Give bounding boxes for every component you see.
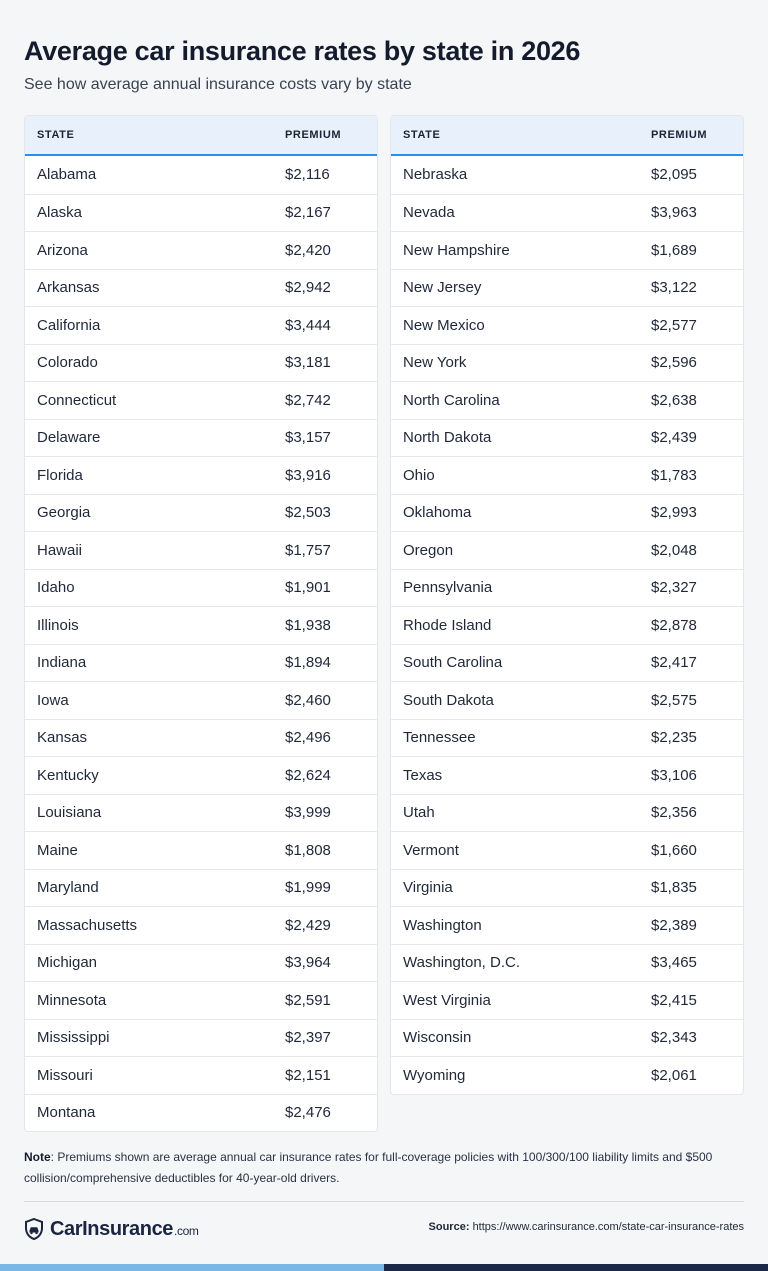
table-row	[391, 269, 743, 307]
table-row	[391, 381, 743, 419]
premium-cell: $2,878	[651, 616, 697, 634]
state-cell: North Carolina	[403, 391, 500, 409]
premium-cell: $2,624	[285, 766, 331, 784]
table-row	[391, 719, 743, 757]
premium-cell: $2,476	[285, 1104, 331, 1122]
premium-cell: $3,964	[285, 954, 331, 972]
column-header-premium: PREMIUM	[651, 129, 708, 141]
premium-cell: $2,742	[285, 391, 331, 409]
premium-cell: $2,327	[651, 579, 697, 597]
state-cell: Oregon	[403, 541, 454, 559]
state-cell: Iowa	[37, 691, 69, 709]
premium-cell: $2,389	[651, 916, 697, 934]
table-row	[391, 194, 743, 232]
table-row	[391, 156, 743, 194]
state-cell: Montana	[37, 1104, 96, 1122]
state-cell: Oklahoma	[403, 504, 472, 522]
column-header-state: STATE	[403, 129, 441, 141]
table-row	[391, 231, 743, 269]
table-row	[25, 531, 377, 569]
table-row	[391, 794, 743, 832]
column-header-premium: PREMIUM	[285, 129, 342, 141]
source-label: Source:	[428, 1221, 470, 1233]
footer-bar-dark	[384, 1264, 768, 1271]
state-cell: Kansas	[37, 729, 88, 747]
state-cell: Missouri	[37, 1066, 93, 1084]
state-cell: Wyoming	[403, 1066, 466, 1084]
premium-cell: $1,894	[285, 654, 331, 672]
premium-cell: $1,757	[285, 541, 331, 559]
table-row	[25, 194, 377, 232]
table-row	[25, 644, 377, 682]
table-row	[25, 1056, 377, 1094]
table-row	[25, 156, 377, 194]
state-cell: Massachusetts	[37, 916, 138, 934]
state-cell: New Hampshire	[403, 241, 510, 259]
state-cell: Hawaii	[37, 541, 83, 559]
logo-wordmark: CarInsurance.com	[50, 1217, 199, 1240]
table-row	[391, 944, 743, 982]
table-row	[25, 869, 377, 907]
state-cell: Florida	[37, 466, 83, 484]
table-row	[391, 456, 743, 494]
state-cell: Pennsylvania	[403, 579, 493, 597]
premium-cell: $1,938	[285, 616, 331, 634]
table-row	[25, 456, 377, 494]
footer-bar-light	[0, 1264, 384, 1271]
state-cell: Mississippi	[37, 1029, 110, 1047]
table-row	[391, 906, 743, 944]
table-row	[391, 981, 743, 1019]
state-cell: Virginia	[403, 879, 453, 897]
state-cell: Kentucky	[37, 766, 99, 784]
state-cell: Texas	[403, 766, 443, 784]
state-cell: Ohio	[403, 466, 435, 484]
premium-cell: $2,417	[651, 654, 697, 672]
table-row	[25, 831, 377, 869]
table-body	[391, 156, 743, 1094]
table-row	[25, 794, 377, 832]
rates-table-left	[24, 115, 378, 1132]
premium-cell: $3,999	[285, 804, 331, 822]
rates-table-right	[390, 115, 744, 1095]
table-row	[391, 419, 743, 457]
state-cell: Delaware	[37, 429, 101, 447]
table-row	[25, 981, 377, 1019]
table-row	[391, 831, 743, 869]
state-cell: Illinois	[37, 616, 79, 634]
column-header-state: STATE	[37, 129, 75, 141]
premium-cell: $1,808	[285, 841, 331, 859]
shield-car-icon	[24, 1218, 44, 1240]
footer-divider	[24, 1201, 744, 1202]
table-row	[391, 494, 743, 532]
state-cell: Wisconsin	[403, 1029, 472, 1047]
premium-cell: $2,235	[651, 729, 697, 747]
state-cell: Idaho	[37, 579, 75, 597]
premium-cell: $1,689	[651, 241, 697, 259]
table-row	[391, 344, 743, 382]
premium-cell: $2,993	[651, 504, 697, 522]
state-cell: North Dakota	[403, 429, 492, 447]
table-row	[25, 1094, 377, 1132]
state-cell: New Jersey	[403, 279, 482, 297]
state-cell: Connecticut	[37, 391, 117, 409]
state-cell: Michigan	[37, 954, 98, 972]
table-row	[391, 644, 743, 682]
source-citation	[429, 1221, 744, 1233]
table-header	[25, 116, 377, 156]
state-cell: California	[37, 316, 101, 334]
state-cell: South Carolina	[403, 654, 503, 672]
page-subtitle: See how average annual insurance costs vary by state	[24, 76, 412, 93]
state-cell: Minnesota	[37, 991, 107, 1009]
page-title: Average car insurance rates by state in 2026	[24, 36, 581, 66]
state-cell: New Mexico	[403, 316, 485, 334]
premium-cell: $2,048	[651, 541, 697, 559]
brand-logo	[24, 1216, 198, 1242]
premium-cell: $3,963	[651, 204, 697, 222]
state-cell: Alabama	[37, 166, 97, 184]
premium-cell: $2,116	[285, 166, 330, 184]
state-cell: Arizona	[37, 241, 88, 259]
table-row	[25, 681, 377, 719]
premium-cell: $2,429	[285, 916, 331, 934]
premium-cell: $2,167	[285, 204, 331, 222]
table-row	[391, 869, 743, 907]
table-row	[391, 1056, 743, 1094]
table-row	[25, 906, 377, 944]
table-row	[391, 569, 743, 607]
note-label: Note	[24, 1150, 51, 1164]
table-row	[391, 1019, 743, 1057]
table-row	[25, 419, 377, 457]
state-cell: West Virginia	[403, 991, 491, 1009]
table-row	[25, 381, 377, 419]
premium-cell: $2,397	[285, 1029, 331, 1047]
premium-cell: $3,157	[285, 429, 331, 447]
state-cell: Washington, D.C.	[403, 954, 520, 972]
state-cell: Washington	[403, 916, 482, 934]
premium-cell: $1,901	[285, 579, 331, 597]
table-row	[25, 569, 377, 607]
table-row	[391, 531, 743, 569]
premium-cell: $2,420	[285, 241, 331, 259]
state-cell: New York	[403, 354, 467, 372]
premium-cell: $2,439	[651, 429, 697, 447]
state-cell: Rhode Island	[403, 616, 492, 634]
premium-cell: $3,916	[285, 466, 331, 484]
premium-cell: $2,496	[285, 729, 331, 747]
premium-cell: $2,356	[651, 804, 697, 822]
state-cell: Georgia	[37, 504, 91, 522]
premium-cell: $2,460	[285, 691, 331, 709]
premium-cell: $2,575	[651, 691, 697, 709]
premium-cell: $1,835	[651, 879, 697, 897]
premium-cell: $2,343	[651, 1029, 697, 1047]
premium-cell: $1,660	[651, 841, 697, 859]
table-row	[391, 756, 743, 794]
state-cell: Arkansas	[37, 279, 100, 297]
premium-cell: $2,151	[285, 1066, 331, 1084]
state-cell: Alaska	[37, 204, 83, 222]
premium-cell: $1,999	[285, 879, 331, 897]
premium-cell: $3,106	[651, 766, 697, 784]
premium-cell: $2,577	[651, 316, 697, 334]
state-cell: Maryland	[37, 879, 99, 897]
table-row	[25, 494, 377, 532]
source-url[interactable]: https://www.carinsurance.com/state-car-insurance-rates	[472, 1221, 744, 1233]
table-header	[391, 116, 743, 156]
table-row	[25, 756, 377, 794]
table-row	[25, 269, 377, 307]
premium-cell: $2,596	[651, 354, 697, 372]
state-cell: Vermont	[403, 841, 459, 859]
table-row	[391, 606, 743, 644]
state-cell: South Dakota	[403, 691, 494, 709]
footnote	[24, 1147, 746, 1189]
state-cell: Nebraska	[403, 166, 468, 184]
table-row	[391, 681, 743, 719]
note-text: : Premiums shown are average annual car insurance rates for full-coverage policies with 100/300/100 liability limits and $500 collision/comprehensive deductibles for 40-year-old drivers.	[24, 1150, 713, 1185]
premium-cell: $1,783	[651, 466, 697, 484]
state-cell: Colorado	[37, 354, 98, 372]
premium-cell: $2,638	[651, 391, 697, 409]
state-cell: Nevada	[403, 204, 455, 222]
state-cell: Utah	[403, 804, 435, 822]
premium-cell: $3,181	[285, 354, 331, 372]
premium-cell: $3,465	[651, 954, 697, 972]
premium-cell: $2,591	[285, 991, 331, 1009]
table-row	[391, 306, 743, 344]
table-row	[25, 1019, 377, 1057]
state-cell: Louisiana	[37, 804, 102, 822]
premium-cell: $3,444	[285, 316, 331, 334]
state-cell: Tennessee	[403, 729, 476, 747]
table-row	[25, 306, 377, 344]
table-row	[25, 231, 377, 269]
premium-cell: $2,095	[651, 166, 697, 184]
table-row	[25, 944, 377, 982]
table-row	[25, 606, 377, 644]
premium-cell: $2,061	[651, 1066, 697, 1084]
table-body	[25, 156, 377, 1131]
table-row	[25, 344, 377, 382]
table-row	[25, 719, 377, 757]
premium-cell: $3,122	[651, 279, 697, 297]
premium-cell: $2,503	[285, 504, 331, 522]
premium-cell: $2,415	[651, 991, 697, 1009]
state-cell: Maine	[37, 841, 78, 859]
state-cell: Indiana	[37, 654, 87, 672]
premium-cell: $2,942	[285, 279, 331, 297]
